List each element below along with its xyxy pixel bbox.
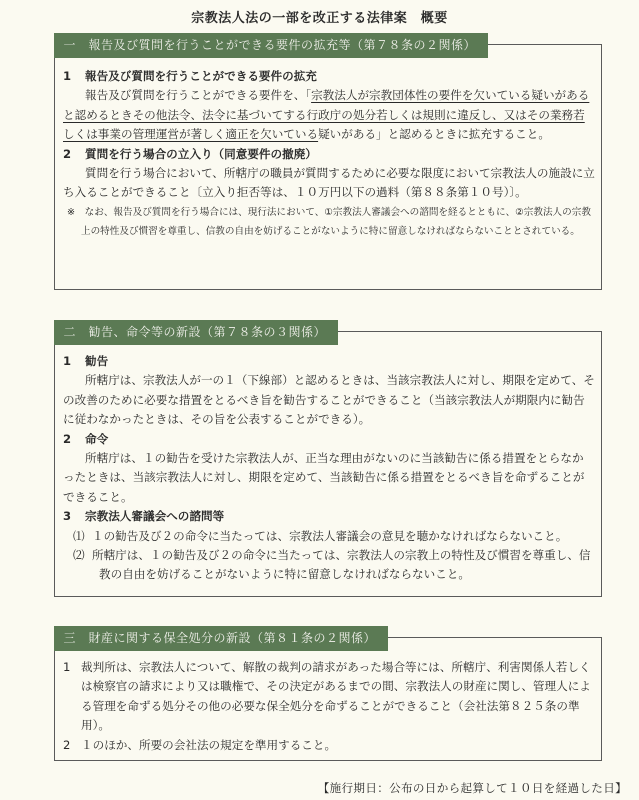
section-1-item-1-text: 報告及び質問を行うことができる要件を、「宗教法人が宗教団体性の要件を欠いている疑いがあると認めるときその他法令、法令に基づいてする行政庁の処分若しくは規則に違反し、又はその業務若しくは事業の管理運営が著しく適正を欠いている疑いがある」と認めるときに拡充すること。 xyxy=(63,88,590,142)
section-1-header: 一 報告及び質問を行うことができる要件の拡充等（第７８条の２関係） xyxy=(54,33,489,58)
section-3-item-2: 2 １のほか、所要の会社法の規定を準用すること。 xyxy=(63,737,337,752)
section-3-header: 三 財産に関する保全処分の新設（第８１条の２関係） xyxy=(54,626,389,651)
section-2-item-1-text: 所轄庁は、宗教法人が一の１（下線部）と認めるときは、当該宗教法人に対し、期限を定めて、その改善のために必要な措置をとるべき旨を勧告することができること（当該宗教法人が期限内に勧告に従わなかったときは、その旨を公表することができる）。 xyxy=(63,373,595,427)
underlined-requirement: 宗教法人が宗教団体性の要件を欠いている疑いがあると認めるときその他法令、法令に基づいてする行政庁の処分若しくは規則に違反し、又はその業務若しくは事業の管理運営が著しく適正を欠いている xyxy=(63,88,590,142)
section-2-item-2-text: 所轄庁は、１の勧告を受けた宗教法人が、正当な理由がないのに当該勧告に係る措置をとらなかったときは、当該宗教法人に対し、期限を定めて、当該勧告に係る措置をとるべき旨を命ずることができること。 xyxy=(63,451,585,504)
section-2-subitem-1: ⑴ １の勧告及び２の命令に当たっては、宗教法人審議会の意見を聴かなければならないこと。 xyxy=(73,528,568,543)
document-title: 宗教法人法の一部を改正する法律案 概要 xyxy=(191,11,448,26)
section-1-item-2-text: 質問を行う場合において、所轄庁の職員が質問するために必要な限度において宗教法人の施設に立ち入ることができること〔立入り拒否等は、１０万円以下の過料（第８８条第１０号）〕。 xyxy=(63,166,595,200)
section-2-header: 二 勧告、命令等の新設（第７８条の３関係） xyxy=(54,320,339,345)
section-2-item-3-heading: 3 宗教法人審議会への諮問等 xyxy=(63,509,225,524)
enforcement-date: 【施行期日：公布の日から起算して１０日を経過した日】 xyxy=(317,781,627,795)
section-2-item-1-heading: 1 勧告 xyxy=(63,354,109,368)
section-1-box xyxy=(54,38,602,290)
section-2-item-2-heading: 2 命令 xyxy=(63,431,109,446)
section-2-subitem-2: ⑵ 所轄庁は、１の勧告及び２の命令に当たっては、宗教法人の宗教上の特性及び慣習を尊重し、信教の自由を妨げることがないように特に留意しなければならないこと。 xyxy=(73,548,591,582)
section-1-note: ※ なお、報告及び質問を行う場合には、現行法において、①宗教法人審議会への諮問を経るとともに、②宗教法人の宗教上の特性及び慣習を尊重し、信教の自由を妨げることがないように特に留意しなければならないこととされている。 xyxy=(67,206,591,237)
section-3-box xyxy=(54,631,602,761)
section-1-item-2-heading: 2 質問を行う場合の立入り（同意要件の撤廃） xyxy=(63,146,317,161)
section-3-item-1: 1 裁判所は、宗教法人について、解散の裁判の請求があった場合等には、所轄庁、利害関係人若しくは検察官の請求により又は職権で、その決定があるまでの間、宗教法人の財産に関し、管理人による管理を命ずる処分その他の必要な保全処分を命ずることができること（会社法第８２５条の準用）。 xyxy=(63,660,591,733)
section-2-box xyxy=(54,325,602,597)
section-1-item-1-heading: 1 報告及び質問を行うことができる要件の拡充 xyxy=(63,69,317,83)
